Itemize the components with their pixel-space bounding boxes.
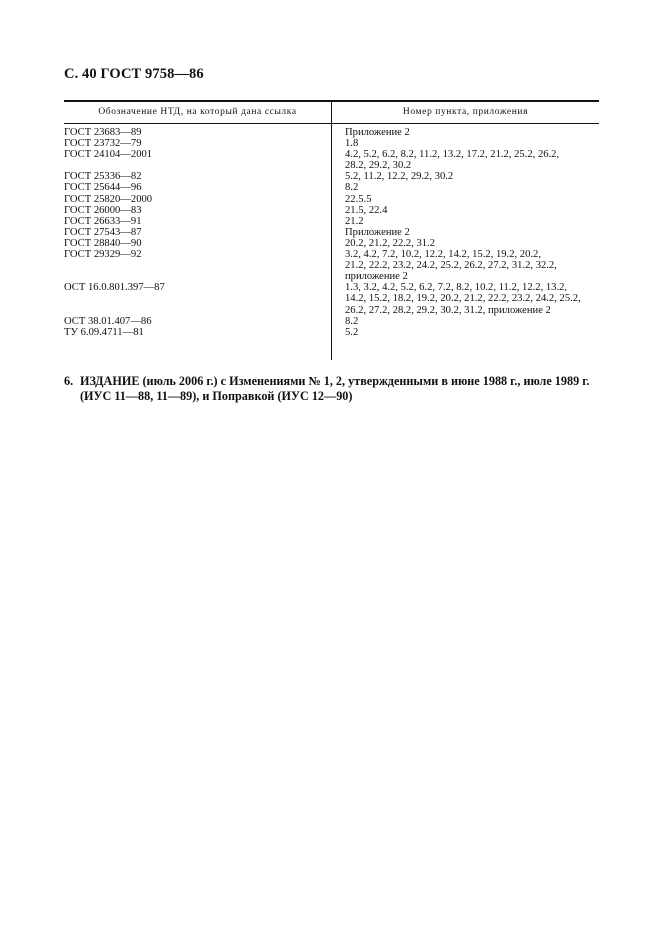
document-designation: ТУ 6.09.4711—81 bbox=[64, 326, 144, 338]
document-designation: ГОСТ 28840—90 bbox=[64, 237, 142, 249]
clause-numbers bbox=[331, 182, 599, 193]
clause-numbers bbox=[331, 282, 599, 315]
document-designation: ГОСТ 29329—92 bbox=[64, 249, 142, 261]
table-body bbox=[64, 127, 599, 338]
column-header-document: Обозначение НТД, на который дана ссылка bbox=[98, 107, 297, 117]
table-row bbox=[64, 138, 599, 149]
document-designation: ГОСТ 23732—79 bbox=[64, 138, 142, 150]
document-designation: ГОСТ 24104—2001 bbox=[64, 149, 153, 161]
clause-numbers bbox=[331, 127, 599, 138]
clause-line: 1.3, 3.2, 4.2, 5.2, 6.2, 7.2, 8.2, 10.2, 11.2, 12.2, 13.2, bbox=[345, 282, 568, 294]
edition-line-2: (ИУС 11—88, 11—89), и Поправкой (ИУС 12—90) bbox=[80, 388, 353, 403]
clause-numbers bbox=[331, 227, 599, 238]
clause-line: 21.2 bbox=[345, 215, 364, 227]
column-header-clause: Номер пункта, приложения bbox=[402, 107, 529, 117]
table-row bbox=[64, 182, 599, 193]
document-designation: ГОСТ 26633—91 bbox=[64, 215, 142, 227]
clause-line: 8.2 bbox=[345, 182, 359, 194]
clause-line: 8.2 bbox=[345, 315, 359, 327]
clause-numbers bbox=[331, 171, 599, 182]
clause-line: 21.5, 22.4 bbox=[345, 204, 388, 216]
clause-line: 1.8 bbox=[345, 138, 359, 150]
table-row bbox=[64, 194, 599, 205]
clause-line: 28.2, 29.2, 30.2 bbox=[345, 160, 412, 172]
edition-note bbox=[64, 374, 604, 403]
clause-line: 5.2 bbox=[345, 326, 359, 338]
clause-line: 4.2, 5.2, 6.2, 8.2, 11.2, 13.2, 17.2, 21.2, 25.2, 26.2, bbox=[345, 149, 560, 161]
table-row bbox=[64, 171, 599, 182]
table-row bbox=[64, 227, 599, 238]
table-row bbox=[64, 282, 599, 315]
clause-numbers bbox=[331, 316, 599, 327]
clause-numbers bbox=[331, 149, 599, 171]
clause-numbers bbox=[331, 327, 599, 338]
page-header: С. 40 ГОСТ 9758—86 bbox=[64, 66, 204, 82]
clause-line: 5.2, 11.2, 12.2, 29.2, 30.2 bbox=[345, 171, 454, 183]
document-designation: ОСТ 16.0.801.397—87 bbox=[64, 282, 165, 294]
clause-line: 26.2, 27.2, 28.2, 29.2, 30.2, 31.2, приложение 2 bbox=[345, 304, 551, 316]
table-row bbox=[64, 249, 599, 282]
clause-numbers bbox=[331, 249, 599, 282]
clause-numbers bbox=[331, 216, 599, 227]
document-designation: ГОСТ 27543—87 bbox=[64, 226, 142, 238]
document-designation: ГОСТ 25820—2000 bbox=[64, 193, 153, 205]
clause-line: 21.2, 22.2, 23.2, 24.2, 25.2, 26.2, 27.2, 31.2, 32.2, bbox=[345, 260, 557, 272]
document-designation: ОСТ 38.01.407—86 bbox=[64, 315, 152, 327]
clause-numbers bbox=[331, 194, 599, 205]
clause-numbers bbox=[331, 205, 599, 216]
clause-numbers bbox=[331, 138, 599, 149]
table-row bbox=[64, 205, 599, 216]
table-row bbox=[64, 316, 599, 327]
table-row bbox=[64, 327, 599, 338]
clause-line: приложение 2 bbox=[345, 271, 408, 283]
clause-line: 3.2, 4.2, 7.2, 10.2, 12.2, 14.2, 15.2, 19.2, 20.2, bbox=[345, 249, 541, 261]
table-row bbox=[64, 216, 599, 227]
document-designation: ГОСТ 25336—82 bbox=[64, 171, 142, 183]
table-row bbox=[64, 238, 599, 249]
clause-line: 20.2, 21.2, 22.2, 31.2 bbox=[345, 237, 436, 249]
document-designation: ГОСТ 23683—89 bbox=[64, 127, 142, 138]
edition-line-1: ИЗДАНИЕ (июль 2006 г.) с Изменениями № 1, 2, утвержденными в июне 1988 г., июле 1989 г. bbox=[80, 374, 590, 388]
document-designation: ГОСТ 25644—96 bbox=[64, 182, 142, 194]
clause-line: 14.2, 15.2, 18.2, 19.2, 20.2, 21.2, 22.2, 23.2, 24.2, 25.2, bbox=[345, 293, 581, 305]
edition-number: 6. bbox=[64, 374, 74, 388]
clause-line: 22.5.5 bbox=[345, 193, 372, 205]
document-designation: ГОСТ 26000—83 bbox=[64, 204, 142, 216]
table-row bbox=[64, 127, 599, 138]
clause-line: Приложение 2 bbox=[345, 226, 410, 238]
clause-numbers bbox=[331, 238, 599, 249]
table-row bbox=[64, 149, 599, 171]
clause-line: Приложение 2 bbox=[345, 127, 410, 138]
